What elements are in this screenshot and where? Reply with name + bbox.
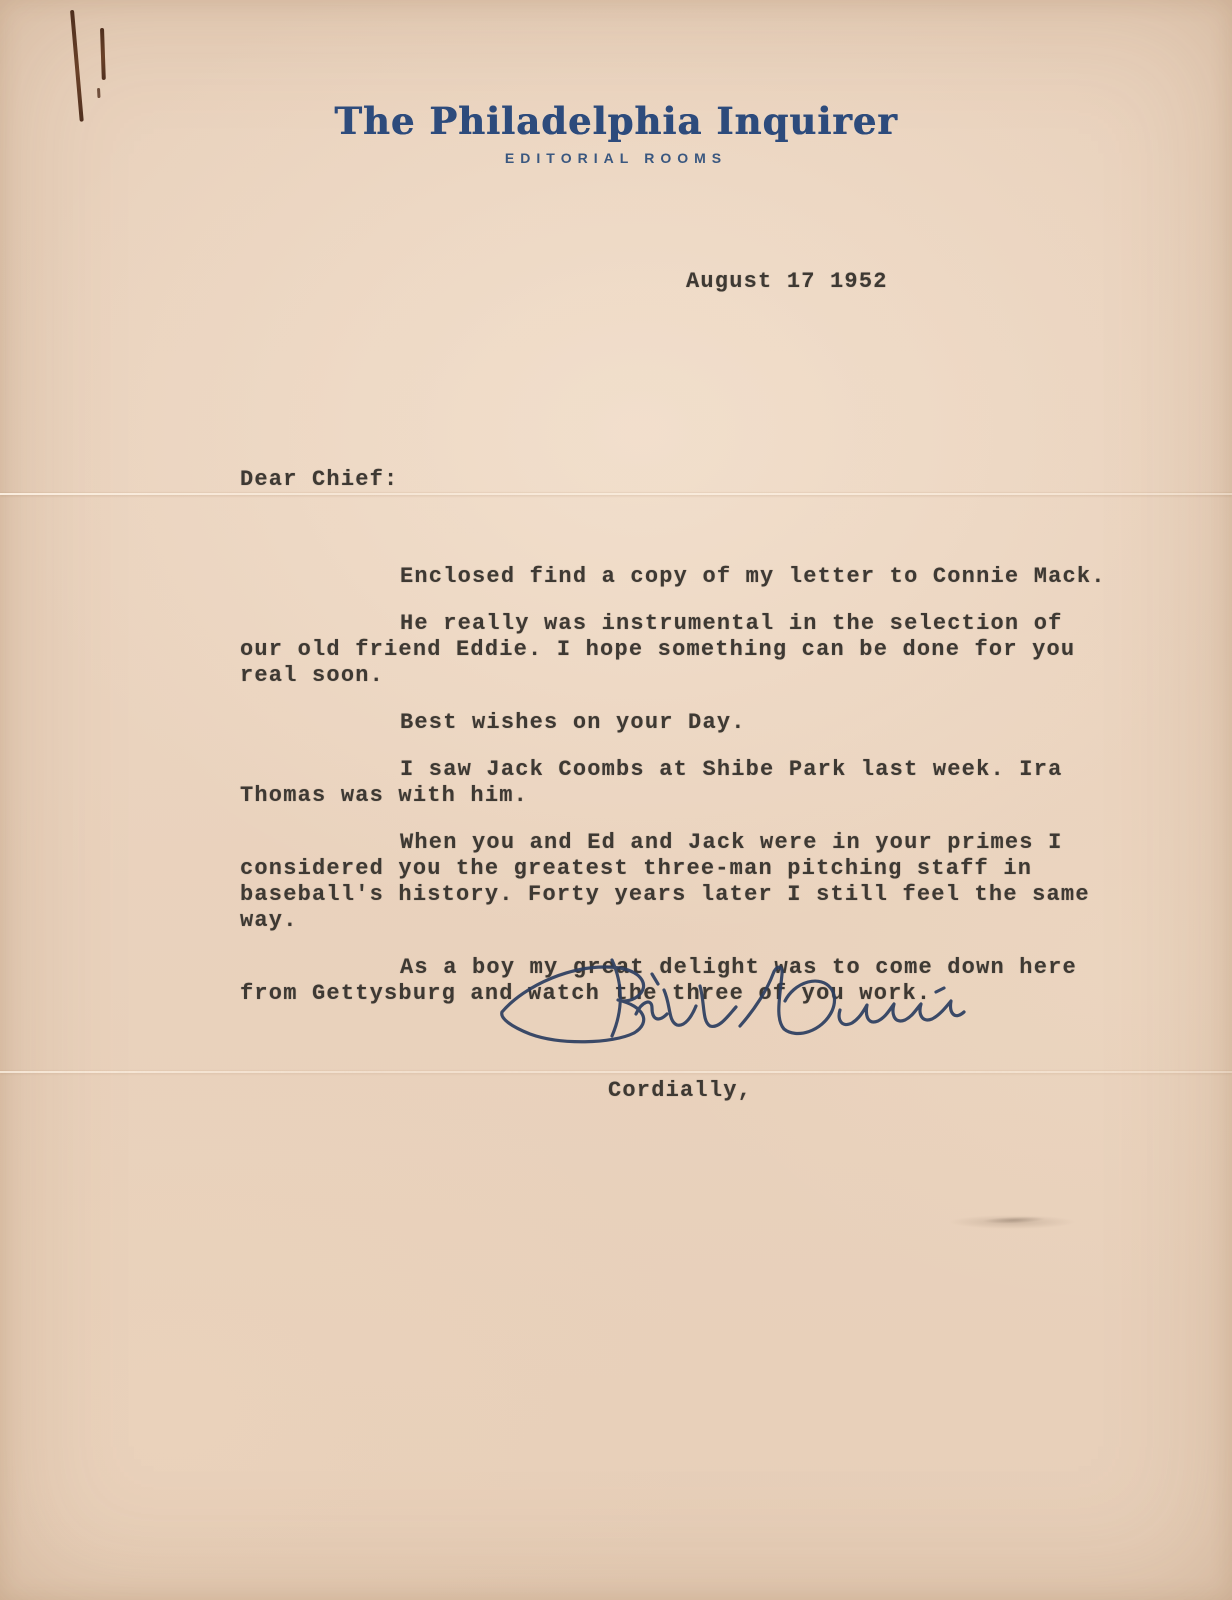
letter-line: way. [240,908,298,933]
salutation: Dear Chief: [240,467,399,492]
letter-line: considered you the greatest three-man pitching staff in [240,856,1033,881]
paper-smudge [975,1215,1053,1226]
closing-valediction: Cordially, [608,1078,753,1103]
date-line: August 17 1952 [686,269,888,294]
signature-ink-stroke [494,946,970,1062]
letter-line: our old friend Eddie. I hope something can be done for you [240,637,1076,662]
letter-paragraph [240,611,1140,689]
letter-line: baseball's history. Forty years later I still feel the same [240,882,1090,907]
letter-paragraph [240,757,1140,809]
letterhead [0,101,1232,166]
letter-line: Thomas was with him. [240,783,529,808]
letter-line: When you and Ed and Jack were in your primes I [400,830,1063,855]
letter-line: from Gettysburg and watch the three of you work. [240,981,932,1006]
letter-line: Enclosed find a copy of my letter to Connie Mack. [400,564,1106,589]
letter-line: Best wishes on your Day. [400,710,746,735]
letter-paragraphs [240,564,1140,1007]
letter-line: I saw Jack Coombs at Shibe Park last week. Ira [400,757,1063,782]
letter-line: As a boy my great delight was to come down here [400,955,1077,980]
pen-tally-mark [97,88,101,98]
pen-tally-mark [100,28,106,80]
letterhead-title: The Philadelphia Inquirer [334,99,898,143]
letterhead-subtitle: EDITORIAL ROOMS [504,150,728,166]
letter-paragraph [240,830,1140,934]
signature [494,946,970,1062]
letter-line: real soon. [240,663,385,688]
letter-line: He really was instrumental in the selection of [400,611,1063,636]
letter-paragraph [240,710,1140,736]
letter-paragraph [240,564,1140,590]
